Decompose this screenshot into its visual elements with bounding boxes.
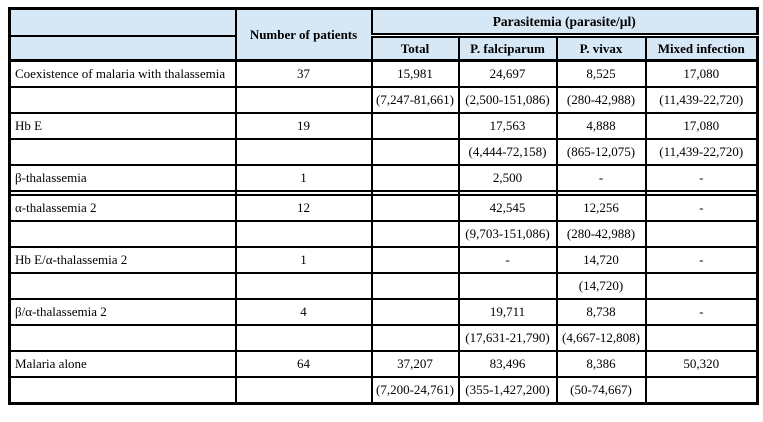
vivax-cell: 8,738 — [557, 299, 646, 325]
total-range-cell: (7,247-81,661) — [372, 87, 459, 113]
patients-cell: 37 — [236, 61, 372, 88]
range-row-coexistence — [10, 87, 758, 113]
col-header-mixed-infection: Mixed infection — [646, 36, 758, 61]
total-cell — [372, 247, 459, 273]
row-label: α-thalassemia 2 — [10, 195, 236, 221]
range-row-malaria-alone — [10, 377, 758, 404]
vivax-range-cell: (280-42,988) — [557, 221, 646, 247]
falciparum-range-cell — [459, 273, 557, 299]
total-range-cell: (7,200-24,761) — [372, 377, 459, 404]
mixed-cell: - — [646, 247, 758, 273]
row-label: Malaria alone — [10, 351, 236, 377]
header-row-sub — [10, 36, 758, 61]
vivax-cell: 14,720 — [557, 247, 646, 273]
total-range-cell — [372, 325, 459, 351]
range-row-alpha-thalassemia-2 — [10, 221, 758, 247]
mixed-range-cell — [646, 273, 758, 299]
vivax-range-cell: (280-42,988) — [557, 87, 646, 113]
patients-cell — [236, 273, 372, 299]
vivax-range-cell: (14,720) — [557, 273, 646, 299]
row-label: β/α-thalassemia 2 — [10, 299, 236, 325]
vivax-cell: - — [557, 165, 646, 191]
falciparum-range-cell: (355-1,427,200) — [459, 377, 557, 404]
corner-header-cell-lower — [10, 36, 236, 61]
vivax-cell: 4,888 — [557, 113, 646, 139]
row-label — [10, 325, 236, 351]
total-cell: 15,981 — [372, 61, 459, 88]
mixed-cell: - — [646, 165, 758, 191]
mixed-cell: - — [646, 299, 758, 325]
table-row-beta-thalassemia — [10, 165, 758, 191]
vivax-range-cell: (865-12,075) — [557, 139, 646, 165]
vivax-range-cell: (50-74,667) — [557, 377, 646, 404]
header-row-top — [10, 9, 758, 36]
total-range-cell — [372, 273, 459, 299]
falciparum-cell: 83,496 — [459, 351, 557, 377]
patients-cell — [236, 87, 372, 113]
row-label — [10, 139, 236, 165]
col-header-total: Total — [372, 36, 459, 61]
corner-header-cell — [10, 9, 236, 36]
table-row-hbe — [10, 113, 758, 139]
mixed-range-cell: (11,439-22,720) — [646, 87, 758, 113]
row-label: Hb E — [10, 113, 236, 139]
falciparum-range-cell: (4,444-72,158) — [459, 139, 557, 165]
total-range-cell — [372, 221, 459, 247]
total-cell — [372, 113, 459, 139]
total-cell: 37,207 — [372, 351, 459, 377]
row-label: Coexistence of malaria with thalassemia — [10, 61, 236, 88]
col-header-parasitemia: Parasitemia (parasite/µl) — [372, 9, 758, 36]
vivax-cell: 8,386 — [557, 351, 646, 377]
total-cell — [372, 299, 459, 325]
patients-cell — [236, 325, 372, 351]
vivax-cell: 12,256 — [557, 195, 646, 221]
total-cell — [372, 195, 459, 221]
row-label: β-thalassemia — [10, 165, 236, 191]
patients-cell — [236, 139, 372, 165]
row-label — [10, 273, 236, 299]
mixed-range-cell — [646, 377, 758, 404]
falciparum-range-cell: (9,703-151,086) — [459, 221, 557, 247]
patients-cell: 1 — [236, 165, 372, 191]
row-label — [10, 221, 236, 247]
table-row-beta-alpha-thalassemia-2 — [10, 299, 758, 325]
table-row-hbe-alpha-thalassemia-2 — [10, 247, 758, 273]
falciparum-cell: 19,711 — [459, 299, 557, 325]
parasitemia-table — [8, 7, 759, 405]
mixed-range-cell — [646, 221, 758, 247]
vivax-cell: 8,525 — [557, 61, 646, 88]
table-row-alpha-thalassemia-2 — [10, 195, 758, 221]
mixed-range-cell — [646, 325, 758, 351]
falciparum-cell: 24,697 — [459, 61, 557, 88]
row-label — [10, 87, 236, 113]
range-row-hbe — [10, 139, 758, 165]
col-header-p-vivax: P. vivax — [557, 36, 646, 61]
falciparum-cell: - — [459, 247, 557, 273]
range-row-beta-alpha-thalassemia-2 — [10, 325, 758, 351]
total-range-cell — [372, 139, 459, 165]
mixed-cell: 50,320 — [646, 351, 758, 377]
falciparum-cell: 17,563 — [459, 113, 557, 139]
table-row-coexistence — [10, 61, 758, 88]
mixed-cell: - — [646, 195, 758, 221]
col-header-p-falciparum: P. falciparum — [459, 36, 557, 61]
row-label — [10, 377, 236, 404]
mixed-range-cell: (11,439-22,720) — [646, 139, 758, 165]
patients-cell: 64 — [236, 351, 372, 377]
falciparum-range-cell: (2,500-151,086) — [459, 87, 557, 113]
mixed-cell: 17,080 — [646, 61, 758, 88]
total-cell — [372, 165, 459, 191]
falciparum-cell: 42,545 — [459, 195, 557, 221]
mixed-cell: 17,080 — [646, 113, 758, 139]
row-label: Hb E/α-thalassemia 2 — [10, 247, 236, 273]
patients-cell: 1 — [236, 247, 372, 273]
range-row-hbe-alpha-thalassemia-2 — [10, 273, 758, 299]
falciparum-cell: 2,500 — [459, 165, 557, 191]
patients-cell — [236, 221, 372, 247]
col-header-number-of-patients: Number of patients — [236, 9, 372, 61]
patients-cell: 19 — [236, 113, 372, 139]
patients-cell — [236, 377, 372, 404]
vivax-range-cell: (4,667-12,808) — [557, 325, 646, 351]
patients-cell: 12 — [236, 195, 372, 221]
table-row-malaria-alone — [10, 351, 758, 377]
falciparum-range-cell: (17,631-21,790) — [459, 325, 557, 351]
patients-cell: 4 — [236, 299, 372, 325]
